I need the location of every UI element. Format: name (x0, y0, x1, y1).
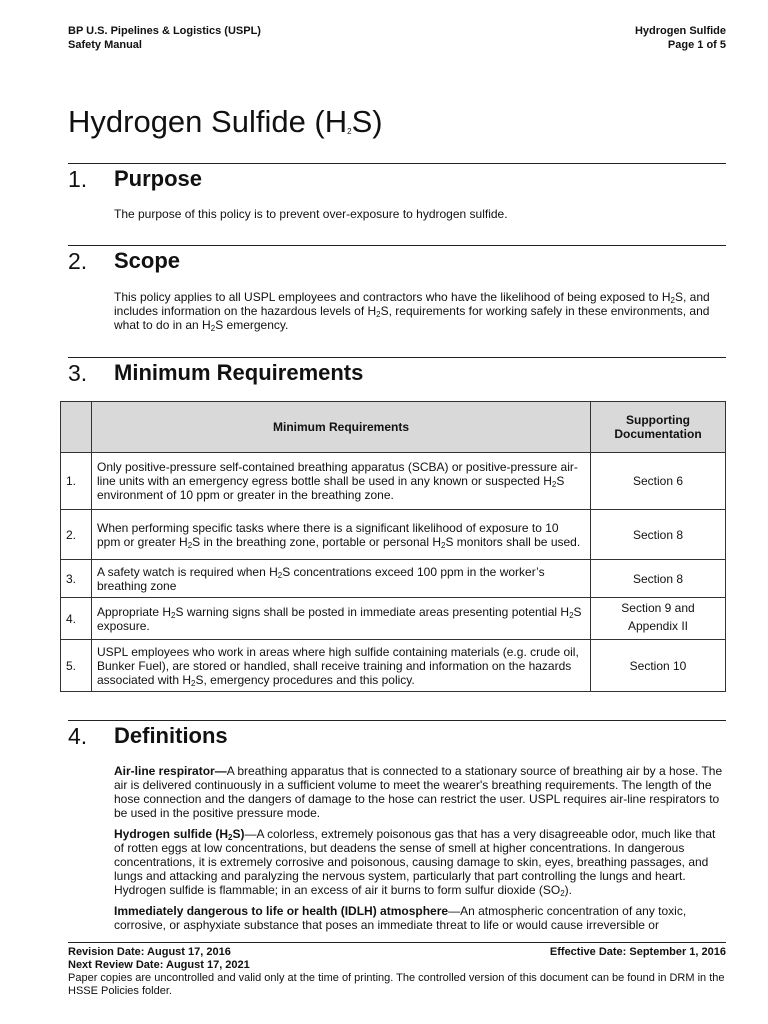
row-requirement: Only positive-pressure self-contained breathing apparatus (SCBA) or positive-pressure air-line units with an emergency egress bottle shall be used in any known or suspected $H_2S$ environment of 10 ppm or greater in the breathing zone. (92, 453, 591, 510)
header-left (68, 24, 261, 52)
section-number: 1. (68, 166, 88, 192)
scope-text: This policy applies to all USPL employees and contractors who have the likelihood of being exposed to $H_2S$, and includes information on the hazardous levels of $H_2S$, requirements for working safely in these environments, and what to do in an $H_2S$ emergency. (114, 290, 710, 333)
table-row (61, 640, 726, 692)
table-header-documentation: Supporting Documentation (591, 402, 726, 453)
section-divider (68, 245, 726, 246)
section-title-purpose: Purpose (114, 166, 203, 191)
row-number: 5. (61, 640, 92, 692)
row-number: 3. (61, 560, 92, 598)
footer-divider (68, 942, 726, 943)
header-right (635, 24, 726, 52)
definition-air-line-respirator: Air-line respirator—A breathing apparatus that is connected to a stationary source of breathing air by a hose. The air is delivered continuously in a sufficient volume to meet the wearer's breathing requirements. The length of the hose connection and the dangers of damage to the hose can restrict the user. USPL requires air-line respirators to be used in the positive pressure mode. (114, 764, 723, 820)
table-row (61, 598, 726, 640)
footer-note: Paper copies are uncontrolled and valid only at the time of printing. The controlled version of this document can be found in DRM in the HSSE Policies folder. (68, 972, 725, 997)
row-number: 4. (61, 598, 92, 640)
header-page-number: Page 1 of 5 (667, 39, 726, 51)
document-page (68, 0, 726, 1024)
row-requirement: When performing specific tasks where there is a significant likelihood of exposure to 10 ppm or greater $H_2S$ in the breathing zone, portable or personal $H_2S$ monitors shall be used. (92, 510, 591, 560)
table-header-number (61, 402, 92, 453)
page-title: Hydrogen Sulfide $(H_2S)$ (68, 104, 383, 139)
row-documentation: Section 8 (591, 510, 726, 560)
effective-date: Effective Date: September 1, 2016 (549, 946, 726, 958)
section-number: 3. (68, 360, 88, 386)
section-number: 4. (68, 723, 88, 749)
section-divider (68, 720, 726, 721)
purpose-text: The purpose of this policy is to prevent over-exposure to hydrogen sulfide. (114, 207, 508, 221)
header-topic: Hydrogen Sulfide (634, 25, 726, 37)
row-number: 1. (61, 453, 92, 510)
row-documentation: Section 6 (591, 453, 726, 510)
section-title-scope: Scope (114, 248, 181, 273)
footer-dates-row (68, 946, 726, 959)
header-manual: Safety Manual (68, 39, 142, 51)
section-title-minimum-requirements: Minimum Requirements (114, 360, 364, 385)
row-number: 2. (61, 510, 92, 560)
definitions-list (114, 764, 726, 939)
table-header-row (61, 402, 726, 453)
definition-idlh-atmosphere: Immediately dangerous to life or health (IDLH) atmosphere—An atmospheric concentration of any toxic, corrosive, or asphyxiate substance that poses an immediate threat to life or would cause irreversible or (114, 904, 687, 932)
row-requirement: Appropriate $H_2S$ warning signs shall be posted in immediate areas presenting potential $H_2S$ exposure. (92, 598, 591, 640)
row-documentation: Section 8 (591, 560, 726, 598)
row-documentation: Section 9 and Appendix II (591, 598, 726, 640)
table-row (61, 453, 726, 510)
section-title-definitions: Definitions (114, 723, 228, 748)
table-row (61, 560, 726, 598)
revision-date: Revision Date: August 17, 2016 (68, 946, 231, 958)
section-divider (68, 357, 726, 358)
row-documentation: Section 10 (591, 640, 726, 692)
requirements-table (60, 401, 726, 692)
table-header-requirement: Minimum Requirements (92, 402, 591, 453)
header-org: BP U.S. Pipelines & Logistics (USPL) (68, 25, 261, 37)
row-requirement: USPL employees who work in areas where high sulfide containing materials (e.g. crude oil, Bunker Fuel), are stored or handled, shall receive training and information on the hazards associated with $H_2S$, emergency procedures and this policy. (92, 640, 591, 692)
row-requirement: A safety watch is required when $H_2S$ concentrations exceed 100 ppm in the worker’s breathing zone (92, 560, 591, 598)
definition-hydrogen-sulfide: Hydrogen sulfide $(H_2S)—A$ colorless, extremely poisonous gas that has a very disagreeable odor, much like that of rotten eggs at low concentrations, but deadens the sense of smell at higher concentrations. In dangerous concentrations, it is extremely corrosive and poisonous, causing damage to skin, eyes, breathing passages, and lungs and attacking and paralyzing the nervous system, particularly that part controlling the lungs and heart. Hydrogen sulfide is flammable; in an excess of air it burns to form sulfur dioxide $(SO_2)$. (114, 827, 716, 898)
table-row (61, 510, 726, 560)
section-divider (68, 163, 726, 164)
section-number: 2. (68, 248, 88, 274)
page-footer (68, 942, 726, 998)
next-review-date: Next Review Date: August 17, 2021 (68, 959, 250, 971)
